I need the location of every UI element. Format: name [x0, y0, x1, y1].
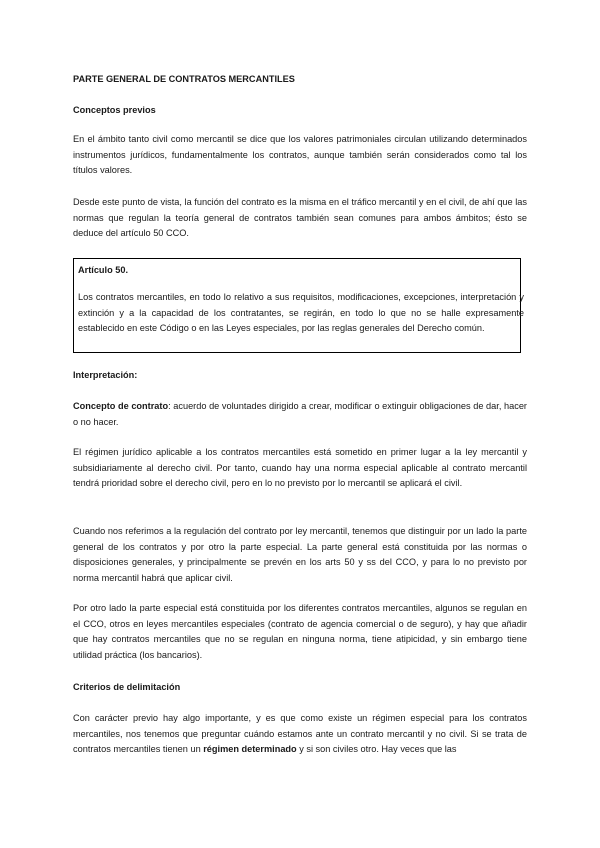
paragraph-1: En el ámbito tanto civil como mercantil se dice que los valores patrimoniales circulan utilizando determinados instrumentos jurídicos, fundamentalmente los contratos, aunque también serán considerados como tal los títulos valores.: [73, 134, 527, 175]
paragraph-7-end: y si son civiles otro. Hay veces que las: [296, 744, 457, 754]
paragraph-3-term: Concepto de contrato: [73, 401, 169, 411]
article-title: Artículo 50.: [78, 265, 129, 275]
section-title-conceptos: Conceptos previos: [73, 105, 156, 115]
section-title-interpretacion: Interpretación:: [73, 370, 138, 380]
document-title: PARTE GENERAL DE CONTRATOS MERCANTILES: [73, 74, 295, 84]
paragraph-3: [73, 399, 527, 430]
paragraph-3-definition: : acuerdo de voluntades dirigido a crear, modificar o extinguir obligaciones de dar, hacer o no hacer.: [73, 401, 527, 427]
paragraph-7-start: Con carácter previo hay algo importante, y es que como existe un régimen especial para los contratos mercantiles, nos tenemos que preguntar cuándo estamos ante un contrato mercantil y no civil. Si se trata de contratos mercantiles tienen un: [73, 713, 527, 754]
paragraph-2: Desde este punto de vista, la función del contrato es la misma en el tráfico mercantil y en el civil, de ahí que las normas que regulan la teoría general de contratos también sean comunes para ambos ámbitos; ésto se deduce del artículo 50 CCO.: [73, 197, 527, 238]
section-title-criterios: Criterios de delimitación: [73, 682, 181, 692]
paragraph-6: Por otro lado la parte especial está constituida por los diferentes contratos mercantiles, algunos se regulan en el CCO, otros en leyes mercantiles especiales (contrato de agencia comercial o de seguro), y hay que añadir que hay contratos mercantiles que no se regulan en ninguna norma, tiene atipicidad, y sin embargo tiene utilidad práctica (los bancarios).: [73, 603, 527, 660]
paragraph-7: [73, 711, 527, 758]
article-50-box: [73, 258, 524, 353]
paragraph-7-emphasis: régimen determinado: [203, 744, 297, 754]
paragraph-4: El régimen jurídico aplicable a los contratos mercantiles está sometido en primer lugar a la ley mercantil y subsidiariamente al derecho civil. Por tanto, cuando hay una norma especial aplicable al contrato mercantil tendrá prioridad sobre el derecho civil, pero en lo no previsto por lo mercantil se aplicará el civil.: [73, 447, 527, 488]
article-text: Los contratos mercantiles, en todo lo relativo a sus requisitos, modificaciones, excepciones, interpretación y extinción y a la capacidad de los contratantes, se regirán, en todo lo que no se halle expresamente establecido en este Código o en las Leyes especiales, por las reglas generales del Derecho común.: [78, 292, 524, 333]
paragraph-5: Cuando nos referimos a la regulación del contrato por ley mercantil, tenemos que distinguir por un lado la parte general de los contratos y por otro la parte especial. La parte general está constituida por las normas o disposiciones generales, y principalmente se prevén en los arts 50 y ss del CCO, y para lo no previsto por norma mercantil habrá que aplicar civil.: [73, 526, 527, 583]
